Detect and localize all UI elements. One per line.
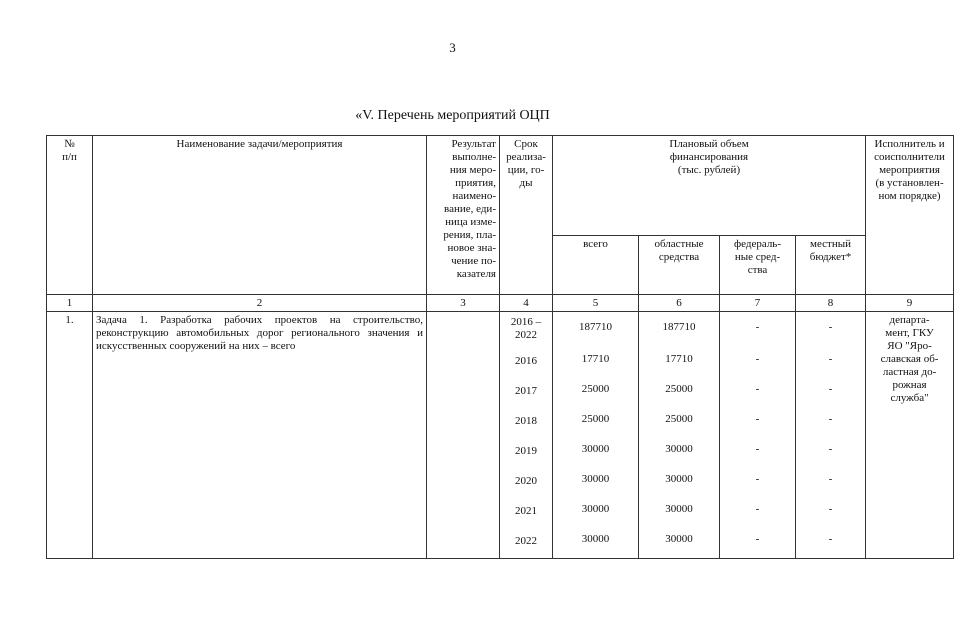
year-value: 2022 — [515, 535, 537, 547]
header-number — [47, 136, 93, 295]
year-value: 2018 — [515, 415, 537, 427]
header-regional-line: средства — [658, 251, 700, 263]
header-result-line: наимено- — [452, 190, 496, 202]
regional-value: 30000 — [665, 473, 693, 485]
column-number: 1 — [47, 295, 93, 312]
total-value: 25000 — [581, 383, 610, 395]
year-value: 2021 — [515, 505, 537, 517]
executor-line: ЯО "Яро- — [887, 340, 932, 352]
header-local-line: местный — [810, 238, 851, 250]
header-number-line: п/п — [62, 151, 77, 163]
header-regional-line: областные — [654, 238, 704, 250]
local-value: - — [828, 473, 833, 485]
regional-value: 187710 — [662, 321, 696, 333]
header-total: всего — [553, 236, 639, 295]
federal-cell — [720, 312, 796, 559]
year-value: 2019 — [515, 445, 537, 457]
row-number: 1. — [47, 312, 93, 559]
column-number: 4 — [500, 295, 553, 312]
executor-line: ластная до- — [882, 366, 937, 378]
column-number: 2 — [93, 295, 427, 312]
header-result — [427, 136, 500, 295]
total-value: 30000 — [581, 503, 610, 515]
executor-cell — [866, 312, 954, 559]
result-cell — [427, 312, 500, 559]
header-local — [796, 236, 866, 295]
table-row — [47, 312, 954, 559]
total-value: 30000 — [581, 533, 610, 545]
header-executor-line: мероприятия — [879, 164, 940, 176]
years-cell — [500, 312, 553, 559]
column-number: 3 — [427, 295, 500, 312]
federal-value: - — [755, 321, 760, 333]
header-term-line: ции, го- — [507, 164, 545, 176]
year-value: 2017 — [515, 385, 537, 397]
header-executor-line: Исполнитель и — [874, 138, 945, 150]
column-number: 8 — [796, 295, 866, 312]
federal-value: - — [755, 473, 760, 485]
local-cell — [796, 312, 866, 559]
regional-value: 30000 — [665, 443, 693, 455]
header-funding-line: (тыс. рублей) — [677, 164, 741, 176]
header-executor — [866, 136, 954, 295]
executor-line: мент, ГКУ — [885, 327, 934, 339]
section-title: «V. Перечень мероприятий ОЦП — [355, 108, 550, 123]
header-term — [500, 136, 553, 295]
header-funding-line: финансирования — [669, 151, 749, 163]
federal-value: - — [755, 413, 760, 425]
regional-value: 30000 — [665, 533, 693, 545]
column-number: 5 — [553, 295, 639, 312]
header-local-line: бюджет* — [809, 251, 852, 263]
header-result-line: новое зна- — [447, 242, 496, 254]
header-result-line: ница изме- — [445, 216, 496, 228]
total-value: 30000 — [581, 443, 610, 455]
header-federal-line: ства — [747, 264, 768, 276]
header-task-name: Наименование задачи/мероприятия — [93, 136, 427, 295]
header-executor-line: ном порядке) — [878, 190, 941, 202]
header-executor-line: (в установлен- — [875, 177, 944, 189]
federal-value: - — [755, 353, 760, 365]
regional-value: 30000 — [665, 503, 693, 515]
header-result-line: приятия, — [455, 177, 496, 189]
regional-cell — [639, 312, 720, 559]
header-number-line: № — [64, 138, 75, 150]
local-value: - — [828, 321, 833, 333]
header-result-line: Результат — [451, 138, 496, 150]
header-funding-line: Плановый объем — [669, 138, 749, 150]
header-executor-line: соисполнители — [874, 151, 945, 163]
header-result-line: ния меро- — [449, 164, 496, 176]
year-range-start: 2016 – — [510, 316, 542, 328]
regional-value: 25000 — [665, 383, 693, 395]
executor-line: славская об- — [880, 353, 939, 365]
task-description: Задача 1. Разработка рабочих проектов на строительство, реконструкцию автомобильных дорог регионального значения и искусственных сооружений на них – всего — [93, 312, 427, 559]
total-cell — [553, 312, 639, 559]
column-number: 6 — [639, 295, 720, 312]
local-value: - — [828, 533, 833, 545]
measures-table — [46, 135, 954, 559]
federal-value: - — [755, 503, 760, 515]
header-result-line: казателя — [456, 268, 496, 280]
header-funding-group — [553, 136, 866, 236]
header-term-line: реализа- — [506, 151, 546, 163]
local-value: - — [828, 383, 833, 395]
header-federal-line: ные сред- — [734, 251, 781, 263]
column-number: 9 — [866, 295, 954, 312]
executor-line: служба" — [890, 392, 929, 404]
header-result-line: вание, еди- — [444, 203, 496, 215]
executor-line: департа- — [889, 314, 930, 326]
header-result-line: рения, пла- — [443, 229, 496, 241]
header-result-line: выполне- — [452, 151, 496, 163]
total-value: 25000 — [581, 413, 610, 425]
local-value: - — [828, 443, 833, 455]
federal-value: - — [755, 383, 760, 395]
column-number: 7 — [720, 295, 796, 312]
page-number: 3 — [449, 40, 456, 55]
regional-value: 25000 — [665, 413, 693, 425]
header-result-line: чение по- — [451, 255, 496, 267]
federal-value: - — [755, 533, 760, 545]
local-value: - — [828, 503, 833, 515]
header-federal — [720, 236, 796, 295]
year-value: 2020 — [515, 475, 537, 487]
header-term-line: Срок — [514, 138, 538, 150]
header-federal-line: федераль- — [734, 238, 781, 250]
regional-value: 17710 — [665, 353, 693, 365]
local-value: - — [828, 353, 833, 365]
column-numbers-row — [47, 295, 954, 312]
year-range — [503, 314, 549, 346]
federal-value: - — [755, 443, 760, 455]
total-value: 30000 — [581, 473, 610, 485]
year-range-end: 2022 — [515, 329, 537, 341]
total-value: 187710 — [579, 321, 612, 333]
local-value: - — [828, 413, 833, 425]
total-value: 17710 — [581, 353, 610, 365]
header-term-line: ды — [519, 177, 533, 189]
header-regional — [639, 236, 720, 295]
year-value: 2016 — [515, 355, 537, 367]
executor-line: рожная — [892, 379, 927, 391]
